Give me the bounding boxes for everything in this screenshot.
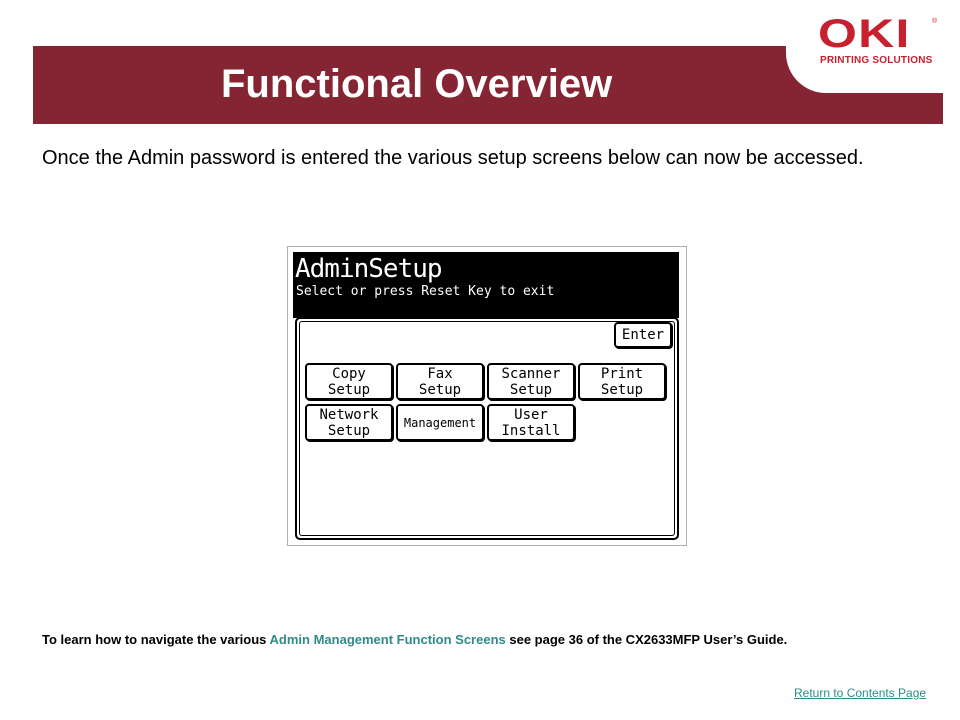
print-setup-label-2: Setup (600, 381, 644, 398)
enter-button[interactable] (614, 322, 672, 348)
admin-screen-title: AdminSetup (295, 254, 442, 284)
admin-function-screens-link[interactable]: Admin Management Function Screens (269, 632, 506, 647)
fax-setup-button[interactable] (396, 363, 484, 400)
copy-setup-label-1: Copy (332, 365, 366, 382)
footnote-after: see page 36 of the CX2633MFP User’s Guide. (505, 632, 788, 647)
footnote (42, 630, 922, 650)
management-button[interactable] (396, 404, 484, 441)
registered-mark: ® (932, 18, 938, 25)
footnote-before: To learn how to navigate the various (42, 632, 270, 647)
user-install-label-1: User (514, 406, 548, 423)
return-to-contents-link[interactable]: Return to Contents Page (794, 686, 927, 700)
scanner-setup-label-2: Setup (509, 381, 553, 398)
print-setup-label-1: Print (600, 365, 644, 382)
admin-screen-subtitle: Select or press Reset Key to exit (296, 284, 555, 299)
fax-setup-label-1: Fax (427, 365, 453, 382)
management-label: Management (403, 415, 477, 430)
enter-button-label: Enter (621, 327, 665, 343)
copy-setup-button[interactable] (305, 363, 393, 400)
intro-text: Once the Admin password is entered the various setup screens below can now be accessed. (42, 147, 864, 169)
copy-setup-label-2: Setup (327, 381, 371, 398)
scanner-setup-label-1: Scanner (501, 365, 561, 382)
oki-logo: OKI (818, 12, 911, 56)
fax-setup-label-2: Setup (418, 381, 462, 398)
network-setup-label-2: Setup (327, 422, 371, 439)
user-install-label-2: Install (501, 422, 561, 439)
logo-tagline: PRINTING SOLUTIONS (820, 55, 933, 66)
print-setup-button[interactable] (578, 363, 666, 400)
page-title: Functional Overview (221, 62, 613, 106)
scanner-setup-button[interactable] (487, 363, 575, 400)
network-setup-button[interactable] (305, 404, 393, 441)
user-install-button[interactable] (487, 404, 575, 441)
network-setup-label-1: Network (319, 406, 379, 423)
